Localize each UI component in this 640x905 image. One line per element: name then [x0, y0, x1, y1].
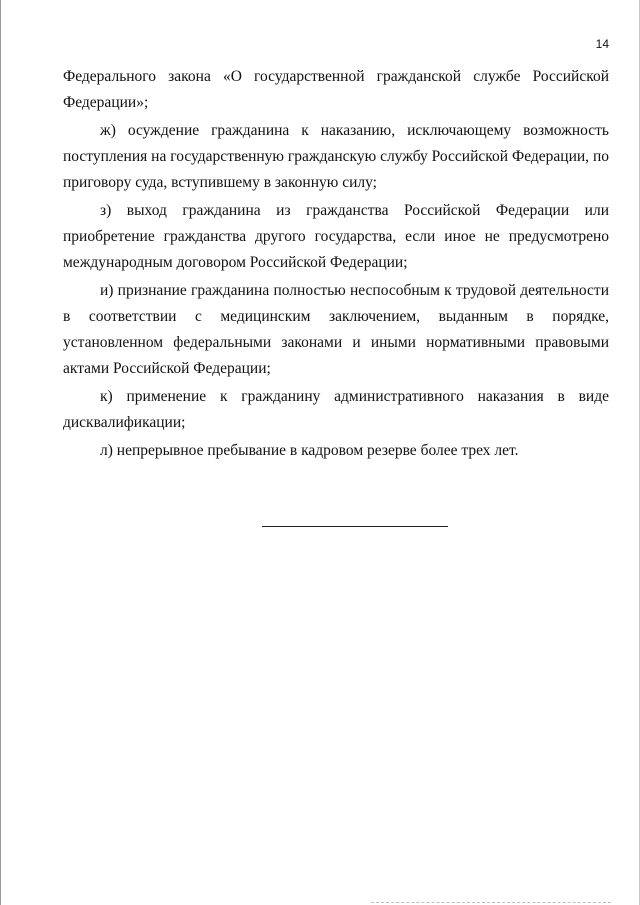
page-number: 14 — [595, 37, 609, 51]
paragraph-item-k: к) применение к гражданину административного наказания в виде дисквалификации; — [63, 388, 609, 431]
paragraph-item-i: и) признание гражданина полностью неспособным к трудовой деятельности в соответствии с медицинским заключением, выданным в порядке, установленном федеральными законами и иными нормативными правовыми актами Российской Федерации; — [63, 282, 609, 377]
scan-edge-artifact — [371, 902, 611, 903]
paragraph-item-z: з) выход гражданина из гражданства Российской Федерации или приобретение гражданства другого государства, если иное не предусмотрено международным договором Российской Федерации; — [63, 202, 609, 271]
paragraph-continuation: Федерального закона «О государственной гражданской службе Российской Федерации»; — [63, 68, 609, 111]
paragraph-item-l: л) непрерывное пребывание в кадровом резерве более трех лет. — [100, 442, 519, 459]
document-body — [63, 64, 609, 466]
closing-divider — [262, 526, 448, 527]
paragraph-item-zh: ж) осуждение гражданина к наказанию, исключающему возможность поступления на государственную гражданскую службу Российской Федерации, по приговору суда, вступившему в законную силу; — [63, 122, 609, 191]
